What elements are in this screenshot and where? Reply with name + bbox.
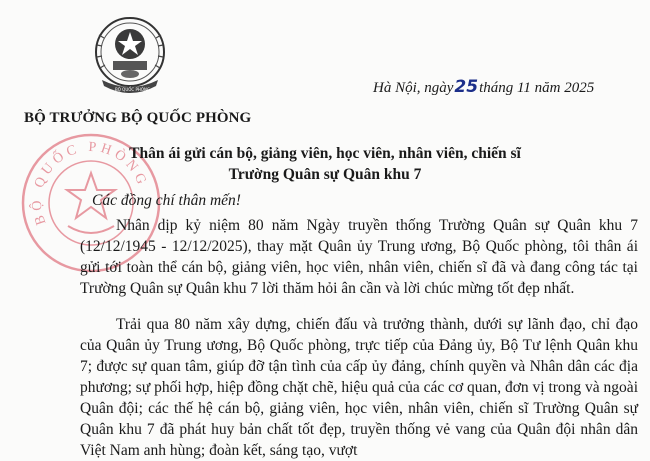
national-emblem-icon bbox=[93, 14, 167, 100]
stamp-text: BỘ QUỐC PHÒNG bbox=[29, 139, 151, 227]
date-suffix: tháng 11 năm 2025 bbox=[479, 80, 595, 96]
paragraph-2: Trải qua 80 năm xây dựng, chiến đấu và trưởng thành, dưới sự lãnh đạo, chỉ đạo của Quân ủy Trung ương, Bộ Quốc phòng, trực tiếp của Đảng ủy, Bộ Tư lệnh Quân khu 7; được sự quan tâm, giúp đỡ tận tình của cấp ủy đảng, chính quyền và Nhân dân các địa phương; sự phối hợp, hiệp đồng chặt chẽ, hiệu quả của các cơ quan, đơn vị trong và ngoài Quân đội; các thế hệ cán bộ, giảng viên, học viên, nhân viên, chiến sĩ Trường Quân sự Quân khu 7 đã phát huy bản chất tốt đẹp, truyền thống vẻ vang của Quân đội nhân dân Việt Nam anh hùng; đoàn kết, sáng tạo, vượt bbox=[80, 316, 638, 459]
date-day-handwritten: 25 bbox=[454, 77, 479, 97]
organization-name: BỘ TRƯỞNG BỘ QUỐC PHÒNG bbox=[24, 110, 252, 126]
letter-title-line-1: Thân ái gửi cán bộ, giảng viên, học viên, nhân viên, chiến sĩ bbox=[129, 145, 521, 162]
dateline bbox=[373, 77, 594, 97]
letter-title-line-2: Trường Quân sự Quân khu 7 bbox=[228, 166, 422, 183]
paragraph-1: Nhân dịp kỷ niệm 80 năm Ngày truyền thống Trường Quân sự Quân khu 7 (12/12/1945 - 12/12/2025), thay mặt Quân ủy Trung ương, Bộ Quốc phòng, tôi thân ái gửi tới toàn thể cán bộ, giảng viên, học viên, nhân viên, chiến sĩ đã và đang công tác tại Trường Quân sự Quân khu 7 lời thăm hỏi ân cần và lời chúc mừng tốt đẹp nhất. bbox=[80, 217, 638, 297]
salutation: Các đồng chí thân mến! bbox=[92, 192, 241, 209]
date-prefix: Hà Nội, ngày bbox=[373, 80, 454, 96]
emblem-label: BỘ QUỐC PHÒNG bbox=[115, 87, 151, 92]
